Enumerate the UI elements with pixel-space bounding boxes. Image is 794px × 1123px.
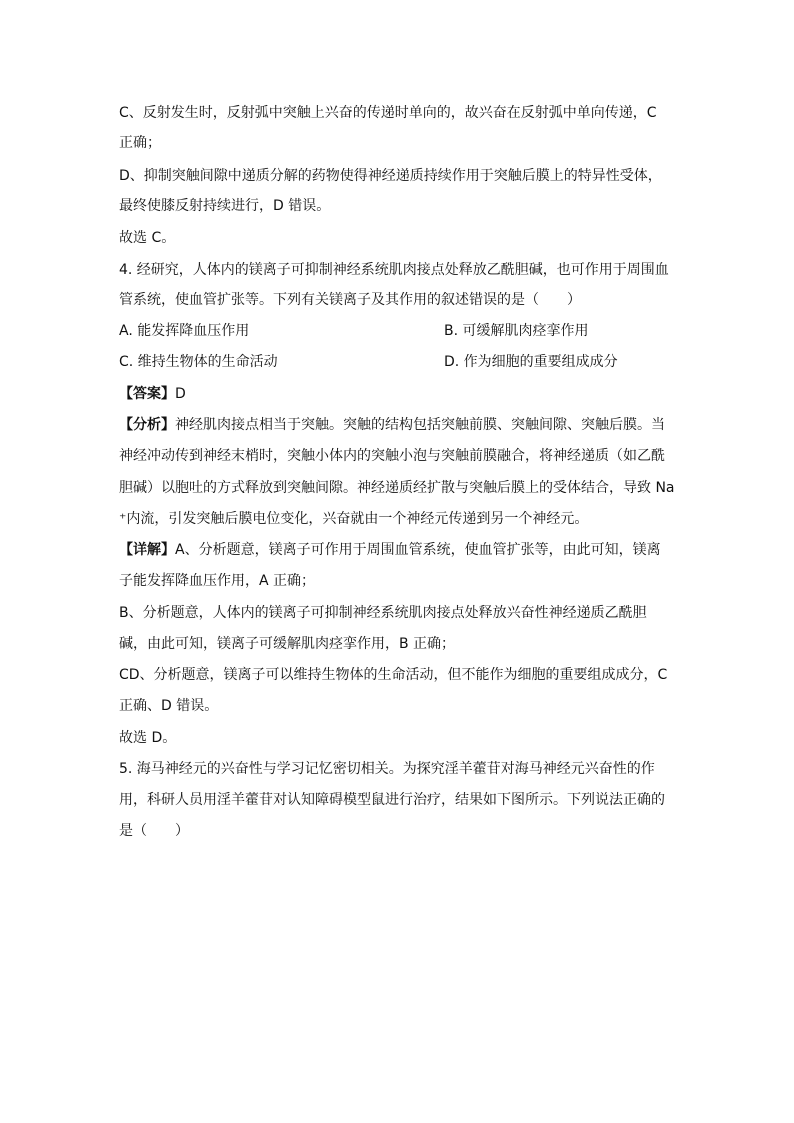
answer-tag: 【答案】	[119, 386, 175, 402]
answer-value: D	[175, 386, 186, 402]
q4-choose: 故选 D。	[119, 730, 177, 746]
q4-option-d: D. 作为细胞的重要组成成分	[444, 354, 618, 370]
q4-option-b: B. 可缓解肌肉痉挛作用	[444, 323, 589, 339]
q4-analysis-line4: ⁺内流，引发突触后膜电位变化，兴奋就由一个神经元传递到另一个神经元。	[119, 511, 589, 527]
q5-stem-line1: 5. 海马神经元的兴奋性与学习记忆密切相关。为探究淫羊藿苷对海马神经元兴奋性的作	[119, 761, 655, 777]
q4-detail-a-line1	[119, 540, 661, 560]
q5-stem-line3: 是（ ）	[119, 823, 189, 839]
q4-option-a: A. 能发挥降血压作用	[119, 323, 250, 339]
q3-option-c-explanation-line1: C、反射发生时，反射弧中突触上兴奋的传递时单向的，故兴奋在反射弧中单向传递，C	[119, 105, 657, 121]
detail-tag: 【详解】	[119, 542, 175, 558]
q4-stem-line1: 4. 经研究，人体内的镁离子可抑制神经系统肌肉接点处释放乙酰胆碱，也可作用于周围血	[119, 262, 669, 278]
q4-detail-cd-line2: 正确、D 错误。	[119, 698, 219, 714]
analysis-text-1: 神经肌肉接点相当于突触。突触的结构包括突触前膜、突触间隙、突触后膜。当	[175, 417, 665, 433]
q3-choose: 故选 C。	[119, 230, 176, 246]
q3-option-d-explanation-line2: 最终使膝反射持续进行，D 错误。	[119, 198, 331, 214]
q4-analysis-line1	[119, 415, 665, 435]
q4-analysis-line2: 神经冲动传到神经末梢时，突触小体内的突触小泡与突触前膜融合，将神经递质（如乙酰	[119, 448, 665, 464]
q4-analysis-line3: 胆碱）以胞吐的方式释放到突触间隙。神经递质经扩散与突触后膜上的受体结合，导致 Na	[119, 480, 675, 496]
analysis-tag: 【分析】	[119, 417, 175, 433]
q5-stem-line2: 用，科研人员用淫羊藿苷对认知障碍模型鼠进行治疗，结果如下图所示。下列说法正确的	[119, 792, 665, 808]
q4-detail-cd-line1: CD、分析题意，镁离子可以维持生物体的生命活动，但不能作为细胞的重要组成成分，C	[119, 667, 668, 683]
q3-option-d-explanation-line1: D、抑制突触间隙中递质分解的药物使得神经递质持续作用于突触后膜上的特异性受体，	[119, 168, 662, 184]
q4-answer	[119, 384, 186, 404]
q4-detail-b-line1: B、分析题意，人体内的镁离子可抑制神经系统肌肉接点处释放兴奋性神经递质乙酰胆	[119, 605, 647, 621]
q4-stem-line2: 管系统，使血管扩张等。下列有关镁离子及其作用的叙述错误的是（ ）	[119, 292, 581, 308]
q4-option-c: C. 维持生物体的生命活动	[119, 354, 278, 370]
q4-detail-a-line2: 子能发挥降血压作用，A 正确；	[119, 573, 316, 589]
detail-a-text-1: A、分析题意，镁离子可作用于周围血管系统，使血管扩张等，由此可知，镁离	[175, 542, 661, 558]
q4-detail-b-line2: 碱，由此可知，镁离子可缓解肌肉痉挛作用，B 正确；	[119, 636, 456, 652]
q3-option-c-explanation-line2: 正确；	[119, 135, 161, 151]
